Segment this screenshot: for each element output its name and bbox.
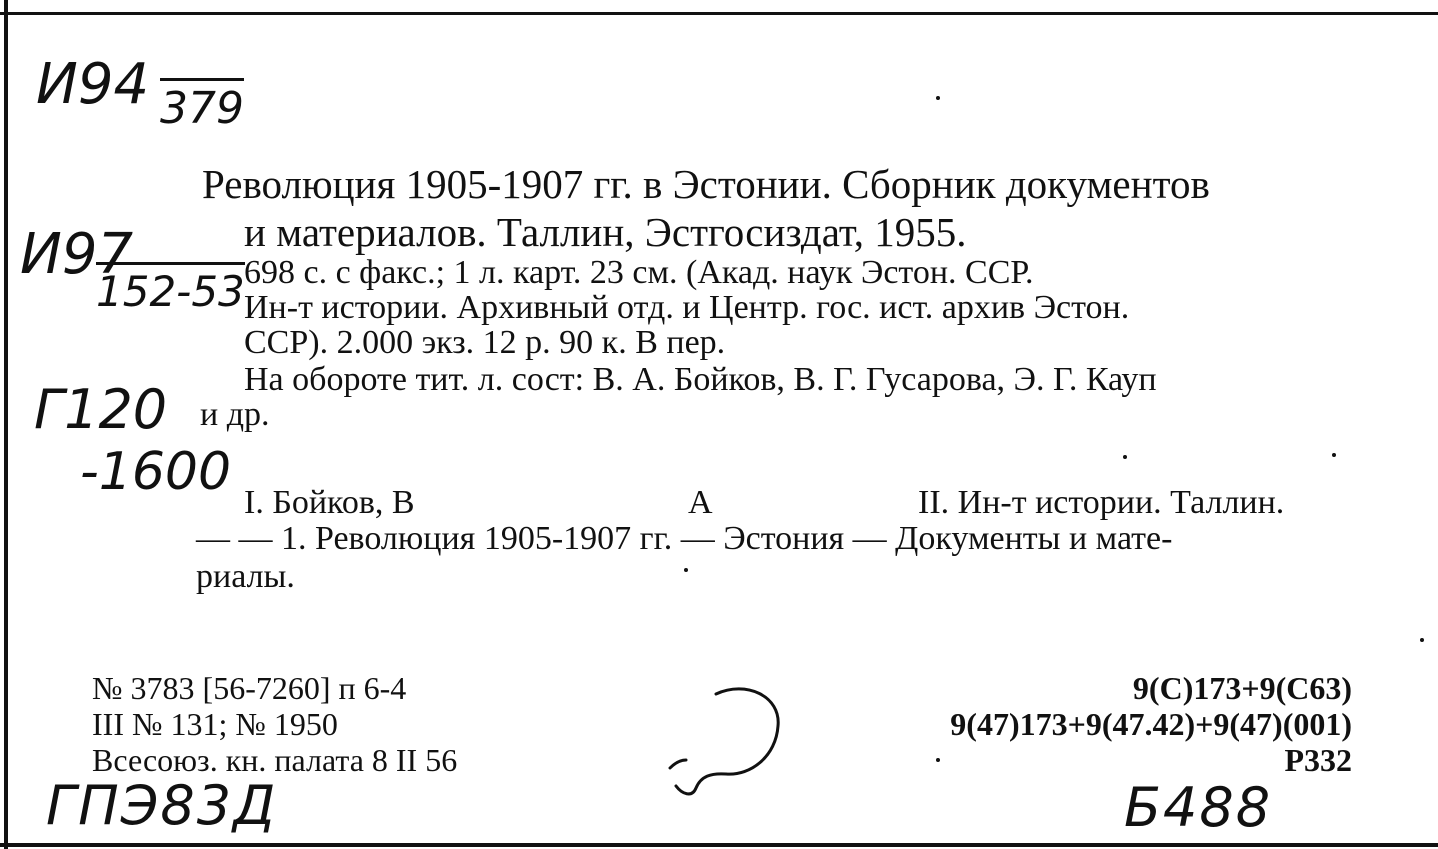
entry-price-line: ССР). 2.000 экз. 12 р. 90 к. В пер. xyxy=(244,324,726,361)
footer-right-class-1: 9(С)173+9(С63) xyxy=(1132,670,1352,706)
handwritten-mid-code: И97 xyxy=(20,222,134,287)
tracing-personal-name: I. Бойков, В xyxy=(244,484,415,521)
footer-right-author-mark: Р332 xyxy=(1284,742,1352,778)
handwritten-bottom-right: Б488 xyxy=(1124,776,1273,839)
entry-collation-line: 698 с. с факс.; 1 л. карт. 23 см. (Акад. наук Эстон. ССР. xyxy=(244,254,1034,291)
footer-left-series-number: III № 131; № 1950 xyxy=(92,706,338,742)
tracing-subject-end-line: риалы. xyxy=(196,558,295,595)
handwritten-top-fraction: 379 xyxy=(160,78,244,134)
entry-title-line: Революция 1905-1907 гг. в Эстонии. Сборник документов xyxy=(202,161,1210,207)
entry-note-line: На обороте тит. л. сост: В. А. Бойков, В. Г. Гусарова, Э. Г. Кауп xyxy=(244,361,1157,398)
entry-note-end-line: и др. xyxy=(200,396,270,433)
entry-series-line: Ин-т истории. Архивный отд. и Центр. гос. ист. архив Эстон. xyxy=(244,289,1130,326)
handwritten-bottom-left: ГПЭ83Д xyxy=(46,774,278,837)
tracing-initial: А xyxy=(688,484,713,521)
tracing-subject-line: — — 1. Революция 1905-1907 гг. — Эстония — Документы и мате- xyxy=(196,520,1173,557)
handwritten-top-code: И94 xyxy=(36,52,150,117)
footer-right-class-2: 9(47)173+9(47.42)+9(47)(001) xyxy=(950,706,1352,742)
handwritten-g-code: Г120 xyxy=(34,378,168,441)
handwritten-mid-fraction: 152-53 xyxy=(96,262,245,316)
tracing-corporate-body: II. Ин-т истории. Таллин. xyxy=(918,484,1285,521)
handwritten-g-range: -1600 xyxy=(80,442,232,502)
entry-imprint-line: и материалов. Таллин, Эстгосиздат, 1955. xyxy=(244,209,967,255)
footer-left-chamber: Всесоюз. кн. палата 8 II 56 xyxy=(92,742,458,778)
footer-left-record-number: № 3783 [56-7260] п 6-4 xyxy=(92,670,407,706)
